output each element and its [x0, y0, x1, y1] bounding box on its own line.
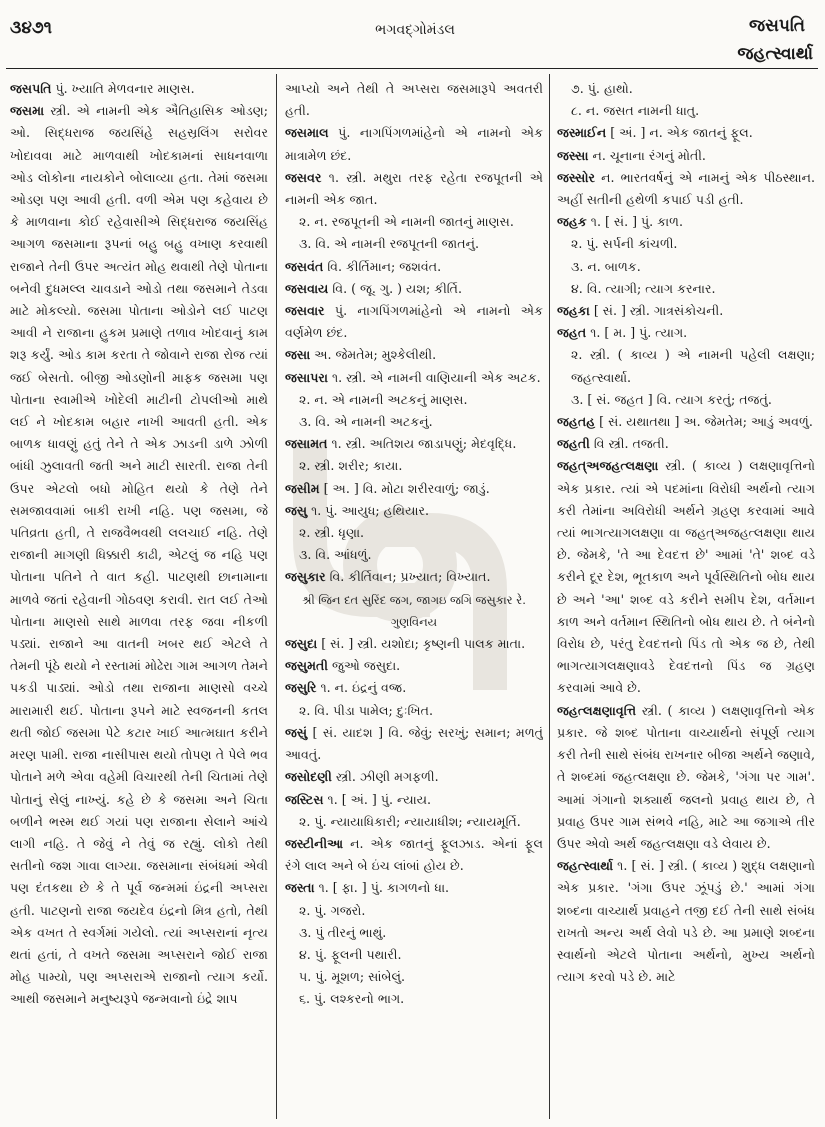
entry-sense: [285, 700, 543, 722]
definition-text: ૨. સ્ત્રી. ( કાવ્ય ) એ નામની પહેલી લક્ષણા; જહત્સ્વાર્થા.: [571, 347, 815, 385]
column-2: [285, 78, 543, 1118]
headword: જસ્ટીનીઆ: [285, 835, 344, 851]
entry-sense: [285, 811, 543, 833]
definition-text: ૫. પું. મૂશળ; સાંબેલું.: [299, 969, 406, 985]
definition-text: ન. ભારતવર્ષનું એ નામનું એક પીઠસ્થાન. અહીં સતીની હથેળી કપાઈ પડી હતી.: [557, 169, 815, 208]
headword: જહક: [557, 214, 587, 230]
column-divider: [549, 74, 550, 1119]
entry-sense: [285, 944, 543, 966]
definition-text: પું. નાગપિંગળમાંહેનો એ નામનો એક વર્ણમેળ છંદ.: [285, 303, 543, 341]
definition-text: [ સં. યથાતથા ] અ. જેમતેમ; આડું અવળું.: [595, 414, 813, 430]
entry-sense: [285, 922, 543, 944]
page-number: ૩૪૭૧: [10, 18, 53, 38]
definition-text: વિ. કીર્તિમાન; જશવંત.: [323, 258, 442, 274]
headword: જહત્લક્ષણાવૃત્તિ: [557, 702, 637, 718]
definition-text: આપ્યો અને તેથી તે અપ્સરા જસમારૂપે અવતરી હતી.: [285, 81, 543, 119]
entry-sense: [285, 455, 543, 477]
quotation: [285, 589, 543, 633]
definition-text: ૧. સ્ત્રી. મથુરા તરફ રહેતા રજપૂતની એ નામની એક જાત.: [285, 169, 543, 208]
dictionary-entry: [557, 700, 815, 855]
headword: જસ્તા: [285, 880, 315, 896]
dictionary-entry: [557, 167, 815, 211]
dictionary-entry: [285, 766, 543, 788]
dictionary-entry: [285, 789, 543, 811]
definition-text: ૭. પું. હાથો.: [571, 81, 633, 96]
headword: જસાપરા: [285, 369, 328, 385]
entry-sense: [285, 988, 543, 1010]
dictionary-entry: [10, 78, 268, 100]
headword: જસવાર: [285, 303, 325, 319]
definition-text: ૨. ન. રજપૂતની એ નામની જાતનું માણસ.: [299, 214, 514, 230]
definition-text: ન. એક જાતનું ફૂલઝાડ. એનાં ફૂલ રંગે લાલ અને બે ઇંચ લાંબાં હોય છે.: [285, 835, 543, 874]
definition-text: ૧. પું. આયુધ; હથિયાર.: [307, 502, 429, 518]
definition-text: ૩. વિ. આંધળું.: [299, 547, 372, 563]
book-title: ભગવદ્ગોમંડલ: [375, 22, 455, 38]
headword: જસમા: [10, 103, 45, 119]
guide-word-last: જહત્સ્વાર્થા: [737, 44, 813, 64]
entry-sense: [285, 966, 543, 988]
dictionary-entry: [285, 833, 543, 877]
definition-text: ૨. પું. ન્યાયાધિકારી; ન્યાયાધીશ; ન્યાયમૂર્તિ.: [299, 813, 521, 829]
definition-text: સ્ત્રી. ( કાવ્ય ) લક્ષણાવૃત્તિનો એક પ્રકાર. ત્યાં એ પદમાંના વિરોધી અર્થનો ત્યાગ કરી તેમાંના અવિરોધી અર્થને ગ્રહણ કરવામાં આવે ત્યાં ભાગત્યાગલક્ષણા વા જહત્અજહત્લક્ષણા થાય છે. જેમકે, 'તે આ દેવદત્ત છે' આમાં 'તે' શબ્દ વડે કરીને દૂર દેશ, ભૂતકાળ અને પૂર્વસ્થિતિનો બોધ થાય છે અને 'આ' શબ્દ વડે કરીને સમીપ દેશ, વર્તમાન કાળ અને વર્તમાન સ્થિતિનો બોધ થાય છે. તે બંનેનો વિરોધ છે, પરંતુ દેવદત્તનો પિંડ તો એક જ છે, તેથી ભાગત્યાગલક્ષણાવડે દેવદત્તનો પિંડ જ ગ્રહણ કરવામાં આવે છે.: [557, 458, 815, 696]
definition-text: ૩. વિ. એ નામની રજપૂતની જાતનું.: [299, 236, 479, 252]
dictionary-entry: [285, 722, 543, 766]
dictionary-entry: [285, 655, 543, 677]
definition-text: ૨. વિ. પીડા પામેલ; દુઃખિત.: [299, 702, 433, 718]
dictionary-entry: [285, 167, 543, 211]
definition-text: ૨. ન. એ નામની અટકનું માણસ.: [299, 391, 468, 407]
definition-text: ૧. ન. ઇંદ્રનું વજ્ર.: [316, 680, 407, 696]
entry-sense: [285, 211, 543, 233]
headword: જસવંત: [285, 258, 324, 274]
headword: જસુકાર: [285, 569, 326, 585]
column-3: [557, 78, 815, 1118]
dictionary-entry: [557, 122, 815, 144]
definition-text: [ સં. ] સ્ત્રી. ગાત્રસંકોચની.: [589, 303, 724, 319]
dictionary-entry: [285, 633, 543, 655]
headword: જહત્સ્વાર્થા: [557, 858, 614, 874]
definition-text: વિ. કીર્તિવાન; પ્રખ્યાત; વિખ્યાત.: [325, 569, 491, 585]
headword: જહકા: [557, 303, 590, 319]
entry-sense: [285, 233, 543, 255]
definition-text: ૩. ન. બાળક.: [571, 258, 641, 274]
dictionary-entry: [285, 122, 543, 166]
dictionary-entry: [285, 877, 543, 899]
dictionary-entry: [557, 145, 815, 167]
definition-text: [ અ. ] વિ. મોટા શરીરવાળું; જાડું.: [319, 480, 490, 496]
definition-text: ૧. [ ફા. ] પું. કાગળનો ધા.: [314, 880, 450, 896]
dictionary-entry: [285, 367, 543, 389]
dictionary-entry: [285, 300, 543, 344]
headword: જહતી: [557, 436, 590, 452]
definition-text: સ્ત્રી. ઝીણી મગફળી.: [331, 769, 439, 785]
headword: જહતહ: [557, 414, 596, 430]
dictionary-entry: [557, 411, 815, 433]
column-1: [10, 78, 268, 1118]
dictionary-entry: [557, 211, 815, 233]
definition-text: ૧. [ મ. ] પું. ત્યાગ.: [586, 325, 688, 341]
definition-text: ૧. [ સં. ] પું. કાળ.: [586, 214, 683, 230]
dictionary-entry: [285, 256, 543, 278]
definition-text: જુઓ જસુદા.: [327, 658, 401, 674]
entry-sense: [557, 389, 815, 411]
dictionary-entry: [557, 300, 815, 322]
dictionary-entry: [285, 677, 543, 699]
definition-text: ૬. પું. લશ્કરનો ભાગ.: [299, 991, 405, 1007]
headword: જસુમતી: [285, 658, 328, 674]
dictionary-entry: [285, 500, 543, 522]
headword: જસ્માઈન: [557, 125, 607, 141]
headword: જસ્ટિસ: [285, 791, 324, 807]
definition-text: ૩. વિ. એ નામની અટકનું.: [299, 414, 433, 430]
entry-sense: [557, 344, 815, 388]
headword: જસીમ: [285, 480, 320, 496]
definition-text: શ્રી જિન દત સુરિંદ જગ, જાગઇ જગિ જસુકાર રે. ગુણવિનય: [302, 592, 526, 629]
definition-text: ૩. [ સં. જહત ] વિ. ત્યાગ કરતું; તજતું.: [571, 391, 772, 407]
definition-text: ૩. પું તીરનું ભાથું.: [299, 924, 387, 940]
dictionary-entry: [285, 433, 543, 455]
dictionary-entry: [557, 433, 815, 455]
entry-sense: [557, 278, 815, 300]
headword: જસવર: [285, 169, 322, 185]
headword: જસુદા: [285, 636, 318, 652]
entry-sense: [557, 256, 815, 278]
dictionary-entry: [557, 322, 815, 344]
definition-text: વિ સ્ત્રી. તજતી.: [589, 436, 669, 452]
definition-text: ન. ચૂનાના રંગનું મોતી.: [588, 147, 706, 163]
headword: જસ્સા: [557, 147, 589, 163]
entry-sense: [557, 233, 815, 255]
headword: જસામત: [285, 436, 328, 452]
definition-text: ૧. [ અં. ] પું. ન્યાય.: [323, 791, 432, 807]
entry-sense: [285, 389, 543, 411]
headword: જસ્સોર: [557, 169, 596, 185]
headword: જસા: [285, 347, 311, 363]
headword: જસવાય: [285, 280, 329, 296]
definition-text: ૧. [ સં. ] સ્ત્રી. ( કાવ્ય ) શુદ્ધ લક્ષણાનો એક પ્રકાર. 'ગંગા ઉપર ઝૂંપડું છે.' આમાં ગંગા શબ્દના વાચ્યાર્થ પ્રવાહને તજી દઈ તેની સાથે સંબંધ રાખતો અન્ય અર્થ લેવો પડે છે. આ પ્રમાણે શબ્દના સ્વાર્થનો એટલે પોતાના અર્થનો, મુખ્ય અર્થનો ત્યાગ કરવો પડે છે. માટે: [557, 858, 815, 985]
definition-text: સ્ત્રી. એ નામની એક ઐતિહાસિક ઓડણ; ઓ. સિદ્ધરાજ જયસિંહે સહસ્રલિંગ સરોવર ખોદાવવા માટે માળવાથી ખોદકામનાં સાધનવાળા ઓડ લોકોના નાયકોને બોલાવ્યા હતા. તેમાં જસમા ઓડણ પણ આવી હતી. વળી એમ પણ કહેવાય છે કે માળવાના કોઈ રહેવાસીએ સિદ્ધરાજ જયસિંહ આગળ જસમાના રૂપનાં બહુ બહુ વખાણ કરવાથી રાજાને તેની ઉપર અત્યંત મોહ થવાથી તેણે પોતાના બનેવી દુધમલ્લ ચાવડાને ઓડો તથા જસમાને તેડવા માટે મોકલ્યો. જસમા પોતાના ઓડોને લઈ પાટણ આવી ને રાજાના હુકમ પ્રમાણે તળાવ ખોદવાનું કામ શરૂ કર્યું. ઓડ કામ કરતા તે જોવાને રાજા રોજ ત્યાં જઈ બેસતો. બીજી ઓડણોની માફક જસમા પણ પોતાના સ્વામીએ ખોદેલી માટીની ટોપલીઓ માથે લઈ ને ખોદકામ બહાર નાખી આવતી હતી. એક બાળક ધાવણું હતું તેને તે એક ઝાડની ડાળે ઝોળી બાંધી ઝુલાવતી જતી અને માટી સારતી. રાજા તેની ઉપર એટલો બધો મોહિત થયો કે તેણે તેને સમજાવવામાં બાકી રાખી નહિ. પણ જસમા, જે પતિવ્રતા હતી, તે રાજવૈભવથી લલચાઈ નહિ. તેણે રાજાની માગણી ધિક્કારી કાઢી, એટલું જ નહિ પણ પોતાના પતિને તે વાત કહી. પાટણથી છાનામાના માળવે જતાં રહેવાની ગોઠવણ કરાવી. રાત લઈ તેઓ પોતાના માણસો સાથે માળવા તરફ જવા નીકળી પડ્યાં. રાજાને આ વાતની ખબર થઈ એટલે તે તેમની પૂંઠે થયો ને રસ્તામાં મોઢેરા ગામ આગળ તેમને પકડી પાડ્યાં. ઓડો તથા રાજાના માણસો વચ્ચે મારામારી થઈ. પોતાના રૂપને માટે સ્વજનની કતલ થતી જોઈ જસમા પેટે કટાર ખાઈ આત્મઘાત કરીને મરણ પામી. રાજા નાસીપાસ થયો તોપણ તે પેલે ભવ પોતાને મળે એવા વહેમી વિચારથી તેની ચિતામાં તેણે પોતાનું સેલું નાખ્યું. કહે છે કે જસમા અને ચિતા બળીને ભસ્મ થઈ ગયાં પણ રાજાના સેલાને આંચે લાગી નહિ. તે જેવું ને તેવું જ રહ્યું. લોકો તેથી સતીનો જશ ગાવા લાગ્યા. જસમાના સંબંધમાં એવી પણ દંતકથા છે કે તે પૂર્વ જન્મમાં ઇંદ્રની અપ્સરા હતી. પાટણનો રાજા જયદેવ ઇંદ્રનો મિત્ર હતો, તેથી એક વખત તે સ્વર્ગમાં ગયેલો. ત્યાં અપ્સરાનાં નૃત્ય થતાં હતાં, તે વખતે જસમા અપ્સરાને જોઈ રાજા મોહ પામ્યો, પણ અપ્સરાએ રાજાનો ત્યાગ કર્યો. આથી જસમાને મનુષ્યરૂપે જન્મવાનો ઇંદ્રે શાપ: [10, 103, 268, 1007]
definition-text: ૧. સ્ત્રી. એ નામની વાણિયાની એક અટક.: [327, 369, 541, 385]
definition-text: [ સં. યાદશ ] વિ. જેવું; સરખું; સમાન; મળતું આવતું.: [285, 724, 543, 763]
dictionary-entry: [285, 344, 543, 366]
headword: જહત્અજહત્લક્ષણા: [557, 458, 659, 474]
dictionary-entry: [557, 855, 815, 988]
headword: જસું: [285, 724, 308, 740]
definition-text: ૨. પું. ગજરો.: [299, 902, 366, 918]
definition-text: [ સં. ] સ્ત્રી. યશોદા; કૃષ્ણની પાલક માતા.: [317, 636, 526, 652]
entry-sense: [285, 78, 543, 122]
definition-text: ૪. વિ. ત્યાગી; ત્યાગ કરનાર.: [571, 280, 716, 296]
guide-word-first: જસપતિ: [749, 16, 805, 36]
definition-text: ૪. પું. ફૂલની પથારી.: [299, 946, 402, 962]
dictionary-entry: [285, 478, 543, 500]
definition-text: સ્ત્રી. ( કાવ્ય ) લક્ષણાવૃત્તિનો એક પ્રકાર. જે શબ્દ પોતાના વાચ્યાર્થનો સંપૂર્ણ ત્યાગ કરી તેની સાથે સંબંધ રાખનાર બીજા અર્થને જણાવે, તે શબ્દમાં જહત્લક્ષણા છે. જેમકે, 'ગંગા પર ગામ'. આમાં ગંગાનો શક્યાર્થ જલનો પ્રવાહ થાય છે, તે પ્રવાહ ઉપર ગામ સંભવે નહિ, માટે આ જગાએ તીર ઉપર એવો અર્થ જહત્લક્ષણા વડે લેવાય છે.: [557, 702, 815, 851]
headword: જસપતિ: [10, 81, 52, 96]
definition-text: વિ. ( જૂ. ગુ. ) યશ; કીર્તિ.: [328, 280, 462, 296]
entry-sense: [285, 522, 543, 544]
definition-text: પું. નાગપિંગળમાંહેનો એ નામનો એક માત્રામેળ છંદ.: [285, 125, 543, 163]
definition-text: ૨. સ્ત્રી. ધૃણા.: [299, 525, 365, 541]
page-header: [0, 0, 825, 72]
headword: જસુરિ: [285, 680, 317, 696]
dictionary-entry: [10, 100, 268, 1010]
entry-sense: [285, 900, 543, 922]
definition-text: ૧. સ્ત્રી. અતિશય જાડાપણું; મેદવૃદ્ધિ.: [327, 436, 517, 452]
dictionary-entry: [285, 278, 543, 300]
definition-text: પું. ખ્યાતિ મેળવનાર માણસ.: [51, 81, 195, 96]
dictionary-entry: [285, 566, 543, 588]
header-rule: [6, 68, 818, 69]
headword: જહત: [557, 325, 587, 341]
entry-sense: [285, 411, 543, 433]
entry-sense: [557, 100, 815, 122]
headword: જસોદણી: [285, 769, 332, 785]
entry-sense: [557, 78, 815, 100]
definition-text: અ. જેમતેમ; મુશ્કેલીથી.: [310, 347, 437, 363]
headword: જસુ: [285, 502, 308, 518]
entry-sense: [285, 544, 543, 566]
definition-text: ૮. ન. જસત નામની ધાતુ.: [571, 103, 700, 119]
definition-text: [ અં. ] ન. એક જાતનું ફૂલ.: [606, 125, 753, 141]
column-divider: [276, 74, 277, 1119]
dictionary-entry: [557, 455, 815, 699]
definition-text: ૨. સ્ત્રી. શરીર; કાયા.: [299, 458, 403, 474]
definition-text: ૨. પું. સર્પની કાંચળી.: [571, 236, 678, 252]
headword: જસમાલ: [285, 125, 329, 141]
